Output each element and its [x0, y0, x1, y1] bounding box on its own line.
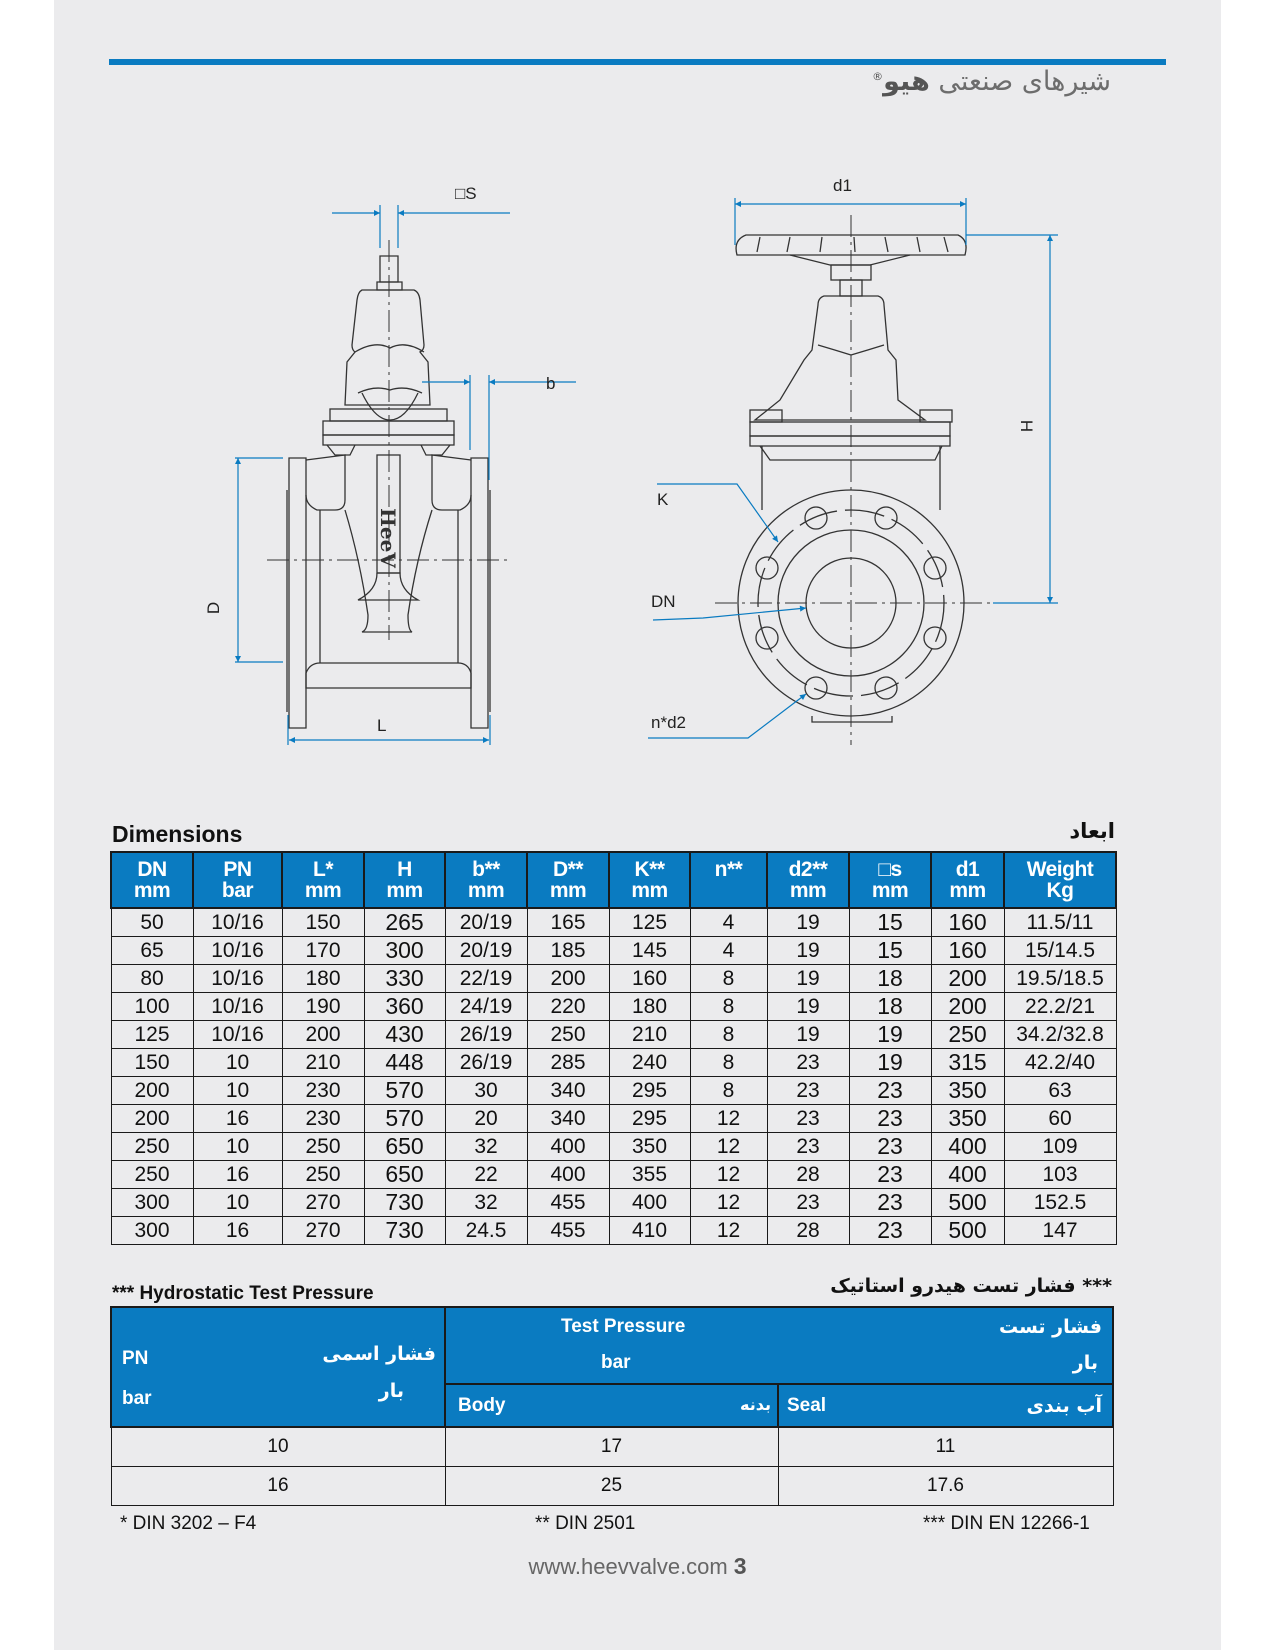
table-cell: 285: [527, 1049, 609, 1077]
table-cell: 10: [193, 1049, 282, 1077]
table-cell: 400: [609, 1189, 690, 1217]
table-cell: 350: [931, 1105, 1004, 1133]
table-cell: 23: [849, 1189, 931, 1217]
table-cell: 12: [690, 1161, 767, 1189]
column-header-label: K**: [634, 858, 665, 881]
column-header-unit: mm: [949, 879, 986, 902]
body-value: 25: [445, 1467, 778, 1506]
column-header-unit: mm: [133, 879, 171, 902]
table-cell: 250: [111, 1161, 193, 1189]
table-cell: 295: [609, 1077, 690, 1105]
table-row: [111, 1105, 1116, 1133]
table-cell: 145: [609, 937, 690, 965]
table-cell: 270: [282, 1189, 364, 1217]
table-cell: 650: [364, 1133, 445, 1161]
column-header-label: D**: [552, 858, 583, 881]
website-link[interactable]: www.heevvalve.com: [528, 1554, 728, 1579]
table-cell: 230: [282, 1077, 364, 1105]
table-cell: 10: [193, 1133, 282, 1161]
table-cell: 24/19: [445, 993, 527, 1021]
column-header: [282, 852, 364, 908]
column-header-unit: [691, 880, 766, 901]
table-cell: 150: [111, 1049, 193, 1077]
pn-value: 16: [111, 1467, 445, 1506]
footnote-din-en-12266: *** DIN EN 12266-1: [923, 1513, 1090, 1534]
table-cell: 28: [767, 1217, 849, 1245]
body-label-en: Body: [458, 1395, 506, 1417]
hydrostatic-row: [111, 1467, 1113, 1506]
table-cell: 250: [931, 1021, 1004, 1049]
table-cell: 200: [527, 965, 609, 993]
table-cell: 19: [767, 965, 849, 993]
hydrostatic-test-table: [110, 1306, 1114, 1506]
registered-mark: ®: [872, 70, 884, 83]
table-cell: 180: [282, 965, 364, 993]
table-cell: 34.2/32.8: [1004, 1021, 1116, 1049]
table-cell: 147: [1004, 1217, 1116, 1245]
table-cell: 26/19: [445, 1049, 527, 1077]
table-cell: 730: [364, 1189, 445, 1217]
table-cell: 19.5/18.5: [1004, 965, 1116, 993]
table-row: [111, 1189, 1116, 1217]
table-cell: 60: [1004, 1105, 1116, 1133]
table-cell: 4: [690, 937, 767, 965]
table-cell: 23: [849, 1133, 931, 1161]
table-cell: 4: [690, 908, 767, 937]
pn-unit-fa: بار: [378, 1380, 404, 1402]
column-header-label: d2**: [788, 858, 828, 881]
table-cell: 18: [849, 965, 931, 993]
table-cell: 250: [111, 1133, 193, 1161]
table-cell: 32: [445, 1133, 527, 1161]
table-cell: 8: [690, 965, 767, 993]
pn-label-en: PN: [122, 1348, 149, 1369]
column-header-label: n**: [714, 858, 743, 881]
dimensions-title-fa: ابعاد: [1069, 819, 1115, 843]
table-cell: 23: [767, 1133, 849, 1161]
table-cell: 448: [364, 1049, 445, 1077]
table-row: [111, 1133, 1116, 1161]
test-pressure-unit-en: bar: [601, 1352, 631, 1373]
table-cell: 16: [193, 1105, 282, 1133]
table-cell: 15/14.5: [1004, 937, 1116, 965]
table-cell: 15: [849, 908, 931, 937]
table-cell: 455: [527, 1189, 609, 1217]
pn-unit-en: bar: [122, 1388, 152, 1409]
table-row: [111, 937, 1116, 965]
table-row: [111, 1161, 1116, 1189]
table-cell: 150: [282, 908, 364, 937]
table-cell: 28: [767, 1161, 849, 1189]
table-cell: 400: [527, 1133, 609, 1161]
table-cell: 12: [690, 1189, 767, 1217]
table-cell: 270: [282, 1217, 364, 1245]
test-pressure-header-cell: [445, 1307, 1113, 1384]
test-pressure-unit-fa: بار: [1072, 1352, 1098, 1374]
table-cell: 200: [111, 1077, 193, 1105]
table-cell: 23: [849, 1077, 931, 1105]
table-cell: 400: [931, 1133, 1004, 1161]
table-cell: 10/16: [193, 993, 282, 1021]
column-header: [445, 852, 527, 908]
table-cell: 250: [282, 1133, 364, 1161]
column-header-label: □s: [878, 858, 902, 881]
footnote-din-3202: * DIN 3202 – F4: [120, 1513, 257, 1534]
column-header: [527, 852, 609, 908]
table-cell: 23: [849, 1105, 931, 1133]
table-cell: 500: [931, 1217, 1004, 1245]
body-label-fa: بدنه: [740, 1395, 771, 1415]
table-cell: 430: [364, 1021, 445, 1049]
column-header-unit: mm: [304, 879, 342, 902]
table-cell: 350: [609, 1133, 690, 1161]
column-header-unit: mm: [386, 879, 423, 902]
table-cell: 11.5/11: [1004, 908, 1116, 937]
table-cell: 300: [364, 937, 445, 965]
test-pressure-label-fa: فشار تست: [998, 1316, 1102, 1338]
table-cell: 300: [111, 1217, 193, 1245]
table-cell: 165: [527, 908, 609, 937]
body-value: 17: [445, 1427, 778, 1467]
heev-logo-cast: HeeV: [376, 508, 400, 568]
table-cell: 455: [527, 1217, 609, 1245]
table-cell: 300: [111, 1189, 193, 1217]
table-cell: 360: [364, 993, 445, 1021]
table-cell: 220: [527, 993, 609, 1021]
table-cell: 650: [364, 1161, 445, 1189]
body-header-cell: [445, 1384, 778, 1427]
table-cell: 23: [849, 1217, 931, 1245]
column-header: [767, 852, 849, 908]
column-header-label: Weight: [1026, 858, 1094, 881]
column-header: [609, 852, 690, 908]
table-cell: 23: [849, 1161, 931, 1189]
table-cell: 160: [609, 965, 690, 993]
column-header-label: DN: [137, 858, 167, 881]
front-view-dimension-lines: [235, 205, 576, 745]
column-header: [690, 852, 767, 908]
table-cell: 350: [931, 1077, 1004, 1105]
table-cell: 23: [767, 1049, 849, 1077]
column-header-unit: Kg: [1046, 879, 1074, 902]
table-cell: 180: [609, 993, 690, 1021]
dimensions-title-en: Dimensions: [112, 821, 243, 847]
column-header-unit: mm: [631, 879, 668, 902]
table-cell: 330: [364, 965, 445, 993]
seal-value: 17.6: [778, 1467, 1113, 1506]
table-cell: 125: [111, 1021, 193, 1049]
column-header-unit: mm: [467, 879, 505, 902]
table-cell: 410: [609, 1217, 690, 1245]
table-cell: 185: [527, 937, 609, 965]
table-cell: 8: [690, 993, 767, 1021]
table-cell: 170: [282, 937, 364, 965]
table-cell: 240: [609, 1049, 690, 1077]
hydrostatic-title-en: *** Hydrostatic Test Pressure: [112, 1283, 374, 1304]
column-header-label: PN: [223, 858, 252, 881]
label-D: D: [204, 601, 224, 615]
table-cell: 16: [193, 1161, 282, 1189]
table-cell: 250: [282, 1161, 364, 1189]
table-cell: 8: [690, 1021, 767, 1049]
table-cell: 250: [527, 1021, 609, 1049]
table-cell: 22: [445, 1161, 527, 1189]
table-cell: 10/16: [193, 908, 282, 937]
table-cell: 22.2/21: [1004, 993, 1116, 1021]
table-cell: 18: [849, 993, 931, 1021]
valve-technical-drawing: [0, 0, 1275, 760]
hydrostatic-row: [111, 1427, 1113, 1467]
table-cell: 19: [767, 908, 849, 937]
table-cell: 103: [1004, 1161, 1116, 1189]
table-cell: 20/19: [445, 908, 527, 937]
table-cell: 200: [111, 1105, 193, 1133]
table-row: [111, 993, 1116, 1021]
table-cell: 190: [282, 993, 364, 1021]
page-number: 3: [733, 1553, 747, 1579]
brand-prefix: شیرهای صنعتی: [938, 66, 1111, 97]
column-header: [193, 852, 282, 908]
front-view-centerlines: [267, 240, 510, 640]
table-row: [111, 908, 1116, 937]
table-cell: 16: [193, 1217, 282, 1245]
label-n-d2: n*d2: [651, 713, 686, 732]
footer: [0, 1553, 1275, 1580]
table-cell: 19: [849, 1049, 931, 1077]
column-header: [931, 852, 1004, 908]
table-cell: 400: [931, 1161, 1004, 1189]
table-cell: 210: [609, 1021, 690, 1049]
table-cell: 23: [767, 1105, 849, 1133]
table-cell: 19: [767, 993, 849, 1021]
table-cell: 200: [282, 1021, 364, 1049]
table-cell: 315: [931, 1049, 1004, 1077]
table-cell: 265: [364, 908, 445, 937]
table-cell: 8: [690, 1077, 767, 1105]
table-cell: 160: [931, 908, 1004, 937]
table-cell: 210: [282, 1049, 364, 1077]
table-cell: 20: [445, 1105, 527, 1133]
label-d1: d1: [833, 176, 852, 195]
table-cell: 570: [364, 1105, 445, 1133]
table-cell: 42.2/40: [1004, 1049, 1116, 1077]
table-cell: 400: [527, 1161, 609, 1189]
pn-label-fa: فشار اسمی: [322, 1343, 436, 1365]
column-header-unit: mm: [789, 879, 827, 902]
label-b: b: [546, 374, 556, 393]
table-cell: 570: [364, 1077, 445, 1105]
table-cell: 340: [527, 1105, 609, 1133]
dimensions-header-row: [111, 852, 1116, 908]
table-cell: 10/16: [193, 1021, 282, 1049]
column-header: [364, 852, 445, 908]
table-cell: 12: [690, 1217, 767, 1245]
table-cell: 19: [767, 937, 849, 965]
label-K: K: [657, 490, 669, 509]
table-cell: 200: [931, 993, 1004, 1021]
pn-value: 10: [111, 1427, 445, 1467]
table-cell: 12: [690, 1105, 767, 1133]
column-header-label: L*: [313, 858, 333, 881]
label-square-s: □S: [455, 184, 477, 203]
table-cell: 10: [193, 1189, 282, 1217]
table-cell: 152.5: [1004, 1189, 1116, 1217]
table-cell: 65: [111, 937, 193, 965]
table-cell: 63: [1004, 1077, 1116, 1105]
table-cell: 23: [767, 1077, 849, 1105]
pn-header-cell: [111, 1307, 445, 1427]
table-cell: 50: [111, 908, 193, 937]
brand-name: هیو: [883, 66, 930, 97]
seal-header-cell: [778, 1384, 1113, 1427]
table-cell: 19: [767, 1021, 849, 1049]
column-header: [1004, 852, 1116, 908]
label-DN: DN: [651, 592, 676, 611]
table-cell: 23: [767, 1189, 849, 1217]
column-header: [111, 852, 193, 908]
label-H: H: [1017, 419, 1037, 433]
table-cell: 295: [609, 1105, 690, 1133]
hydrostatic-title-fa: *** فشار تست هیدرو استاتیک: [830, 1275, 1112, 1297]
table-cell: 340: [527, 1077, 609, 1105]
label-L: L: [377, 716, 387, 735]
table-cell: 26/19: [445, 1021, 527, 1049]
table-cell: 125: [609, 908, 690, 937]
side-view-dimension-lines: [648, 198, 1058, 738]
table-cell: 109: [1004, 1133, 1116, 1161]
table-cell: 230: [282, 1105, 364, 1133]
table-cell: 10: [193, 1077, 282, 1105]
column-header: [849, 852, 931, 908]
column-header-unit: mm: [549, 879, 587, 902]
table-cell: 24.5: [445, 1217, 527, 1245]
seal-label-fa: آب بندی: [1026, 1395, 1102, 1418]
seal-label-en: Seal: [787, 1395, 827, 1417]
seal-value: 11: [778, 1427, 1113, 1467]
table-row: [111, 965, 1116, 993]
table-cell: 80: [111, 965, 193, 993]
table-cell: 12: [690, 1133, 767, 1161]
column-header-label: b**: [472, 858, 500, 881]
table-cell: 15: [849, 937, 931, 965]
table-cell: 355: [609, 1161, 690, 1189]
table-cell: 200: [931, 965, 1004, 993]
table-cell: 730: [364, 1217, 445, 1245]
column-header-label: d1: [955, 858, 980, 881]
table-row: [111, 1049, 1116, 1077]
table-cell: 30: [445, 1077, 527, 1105]
table-row: [111, 1217, 1116, 1245]
table-cell: 22/19: [445, 965, 527, 993]
table-cell: 8: [690, 1049, 767, 1077]
column-header-label: H: [397, 858, 412, 881]
table-cell: 100: [111, 993, 193, 1021]
table-cell: 20/19: [445, 937, 527, 965]
table-row: [111, 1021, 1116, 1049]
column-header-unit: bar: [221, 879, 254, 902]
dimensions-table: [110, 851, 1117, 1245]
table-cell: 19: [849, 1021, 931, 1049]
table-cell: 32: [445, 1189, 527, 1217]
table-cell: 500: [931, 1189, 1004, 1217]
table-cell: 10/16: [193, 937, 282, 965]
table-row: [111, 1077, 1116, 1105]
column-header-unit: mm: [871, 879, 909, 902]
table-cell: 10/16: [193, 965, 282, 993]
table-cell: 160: [931, 937, 1004, 965]
footnote-din-2501: ** DIN 2501: [535, 1513, 636, 1534]
test-pressure-label-en: Test Pressure: [561, 1316, 686, 1337]
